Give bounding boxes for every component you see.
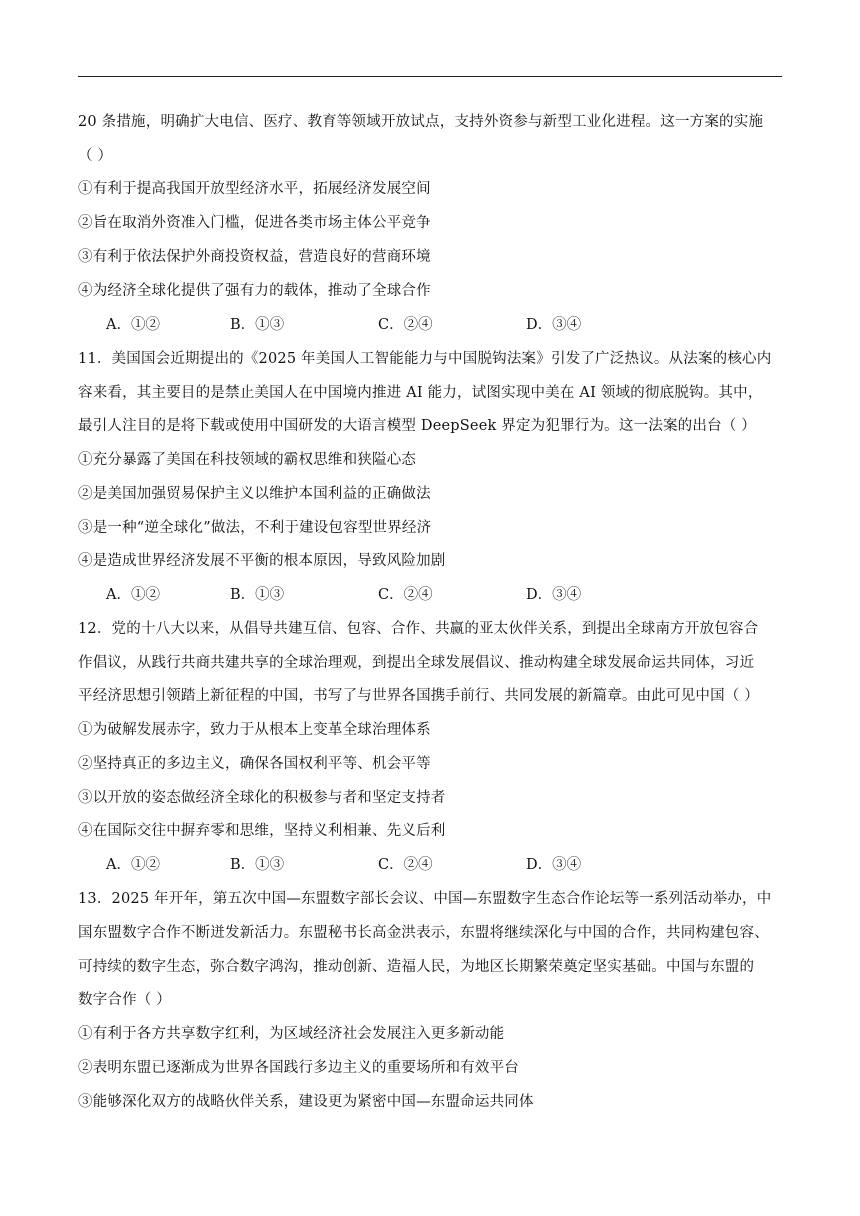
q11-statement-1: ①充分暴露了美国在科技领域的霸权思维和狭隘心态	[78, 452, 417, 468]
q10-statement-3: ③有利于依法保护外商投资权益，营造良好的营商环境	[78, 249, 431, 265]
q11-statement-4: ④是造成世界经济发展不平衡的根本原因，导致风险加剧	[78, 553, 446, 569]
q11-option-d[interactable]: D．③④	[526, 587, 582, 603]
q12-stem-line-1: 12．党的十八大以来，从倡导共建互信、包容、合作、共赢的亚太伙伴关系，到提出全球南方开放包容合	[78, 621, 759, 637]
q10-stem-line-1: 20 条措施，明确扩大电信、医疗、教育等领域开放试点，支持外资参与新型工业化进程。这一方案的实施	[78, 114, 764, 130]
q13-stem-line-2: 国东盟数字合作不断迸发新活力。东盟秘书长高金洪表示，东盟将继续深化与中国的合作，共同构建包容、	[78, 925, 769, 941]
q13-statement-1: ①有利于各方共享数字红利，为区域经济社会发展注入更多新动能	[78, 1026, 505, 1042]
q13-stem-line-3: 可持续的数字生态，弥合数字鸿沟，推动创新、造福人民，为地区长期繁荣奠定坚实基础。中国与东盟的	[78, 959, 755, 975]
q12-option-a[interactable]: A．①②	[106, 857, 160, 873]
q10-statement-2: ②旨在取消外资准入门槛，促进各类市场主体公平竞争	[78, 215, 431, 231]
q12-statement-1: ①为破解发展赤字，致力于从根本上变革全球治理体系	[78, 722, 431, 738]
q11-option-c[interactable]: C．②④	[378, 587, 433, 603]
q12-option-d[interactable]: D．③④	[526, 857, 582, 873]
q10-stem-line-2: （ ）	[78, 148, 113, 164]
q10-option-c[interactable]: C．②④	[378, 317, 433, 333]
q11-stem-line-2: 容来看，其主要目的是禁止美国人在中国境内推进 AI 能力，试图实现中美在 AI 领域的彻底脱钩。其中，	[78, 385, 763, 401]
q11-statement-2: ②是美国加强贸易保护主义以维护本国利益的正确做法	[78, 486, 431, 502]
q13-stem-line-4: 数字合作（ ）	[78, 992, 172, 1008]
q10-option-b[interactable]: B．①③	[230, 317, 285, 333]
q11-stem-line-1: 11．美国国会近期提出的《2025 年美国人工智能能力与中国脱钩法案》引发了广泛热议。从法案的核心内	[78, 351, 772, 367]
q12-statement-3: ③以开放的姿态做经济全球化的积极参与者和坚定支持者	[78, 790, 446, 806]
q12-statement-2: ②坚持真正的多边主义，确保各国权利平等、机会平等	[78, 756, 431, 772]
q13-statement-2: ②表明东盟已逐渐成为世界各国践行多边主义的重要场所和有效平台	[78, 1060, 519, 1076]
q12-stem-line-3: 平经济思想引领踏上新征程的中国，书写了与世界各国携手前行、共同发展的新篇章。由此可见中国（ ）	[78, 688, 760, 704]
q11-stem-line-3: 最引人注目的是将下载或使用中国研发的大语言模型 DeepSeek 界定为犯罪行为。这一法案的出台（ ）	[78, 418, 756, 434]
q10-option-d[interactable]: D．③④	[526, 317, 582, 333]
q12-option-b[interactable]: B．①③	[230, 857, 285, 873]
q10-statement-1: ①有利于提高我国开放型经济水平，拓展经济发展空间	[78, 181, 431, 197]
q13-statement-3: ③能够深化双方的战略伙伴关系，建设更为紧密中国—东盟命运共同体	[78, 1094, 534, 1110]
q10-option-a[interactable]: A．①②	[106, 317, 160, 333]
q10-statement-4: ④为经济全球化提供了强有力的载体，推动了全球合作	[78, 283, 431, 299]
q12-statement-4: ④在国际交往中摒弃零和思维，坚持义利相兼、先义后利	[78, 823, 446, 839]
q11-option-b[interactable]: B．①③	[230, 587, 285, 603]
q11-option-a[interactable]: A．①②	[106, 587, 160, 603]
header-rule	[78, 76, 782, 77]
q13-stem-line-1: 13．2025 年开年，第五次中国—东盟数字部长会议、中国—东盟数字生态合作论坛等一系列活动举办，中	[78, 891, 772, 907]
q12-option-c[interactable]: C．②④	[378, 857, 433, 873]
q12-stem-line-2: 作倡议，从践行共商共建共享的全球治理观，到提出全球发展倡议、推动构建全球发展命运共同体，习近	[78, 655, 755, 671]
q11-statement-3: ③是一种“逆全球化”做法，不利于建设包容型世界经济	[78, 520, 432, 536]
